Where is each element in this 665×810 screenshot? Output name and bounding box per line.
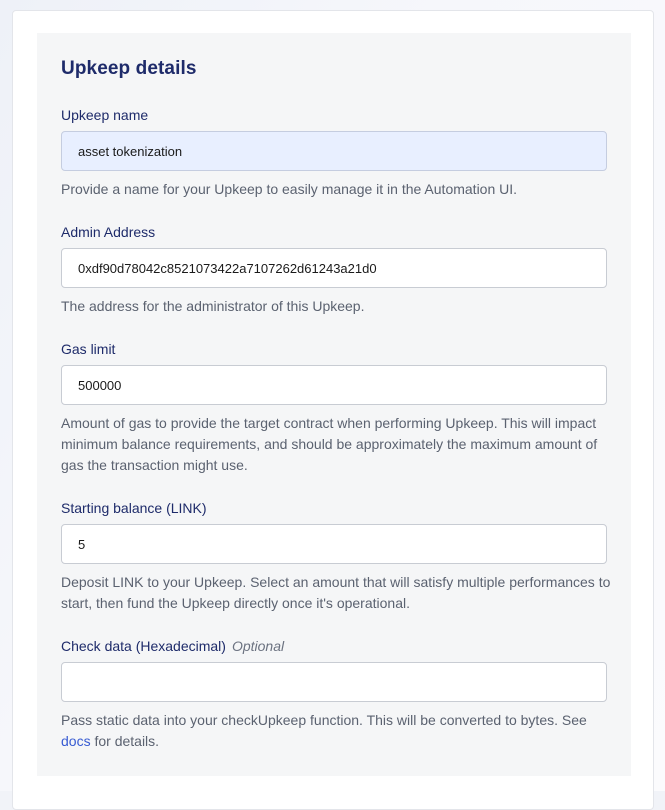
- starting-balance-input[interactable]: [61, 524, 607, 564]
- check-data-label-text: Check data (Hexadecimal): [61, 638, 226, 654]
- check-data-label: [61, 638, 284, 654]
- section-title: Upkeep details: [61, 58, 197, 79]
- upkeep-name-label: Upkeep name: [61, 107, 149, 123]
- check-data-help-text: Pass static data into your checkUpkeep function. This will be converted to bytes. See: [61, 712, 587, 728]
- gas-limit-label: Gas limit: [61, 341, 116, 357]
- starting-balance-label: Starting balance (LINK): [61, 500, 207, 516]
- admin-address-input[interactable]: [61, 248, 607, 288]
- admin-address-help: The address for the administrator of this Upkeep.: [61, 298, 365, 314]
- check-data-help: [61, 710, 611, 752]
- starting-balance-help: Deposit LINK to your Upkeep. Select an amount that will satisfy multiple performances to start, then fund the Upkeep directly once it's operational.: [61, 574, 611, 611]
- gas-limit-help: Amount of gas to provide the target contract when performing Upkeep. This will impact minimum balance requirements, and should be approximately the maximum amount of gas the transaction might use.: [61, 415, 598, 473]
- docs-link[interactable]: docs: [61, 733, 91, 749]
- check-data-input[interactable]: [61, 662, 607, 702]
- optional-tag: Optional: [231, 638, 285, 654]
- admin-address-label: Admin Address: [61, 224, 156, 240]
- upkeep-name-input[interactable]: [61, 131, 607, 171]
- gas-limit-input[interactable]: [61, 365, 607, 405]
- upkeep-name-help: Provide a name for your Upkeep to easily manage it in the Automation UI.: [61, 181, 518, 197]
- check-data-help-suffix: for details.: [90, 733, 160, 749]
